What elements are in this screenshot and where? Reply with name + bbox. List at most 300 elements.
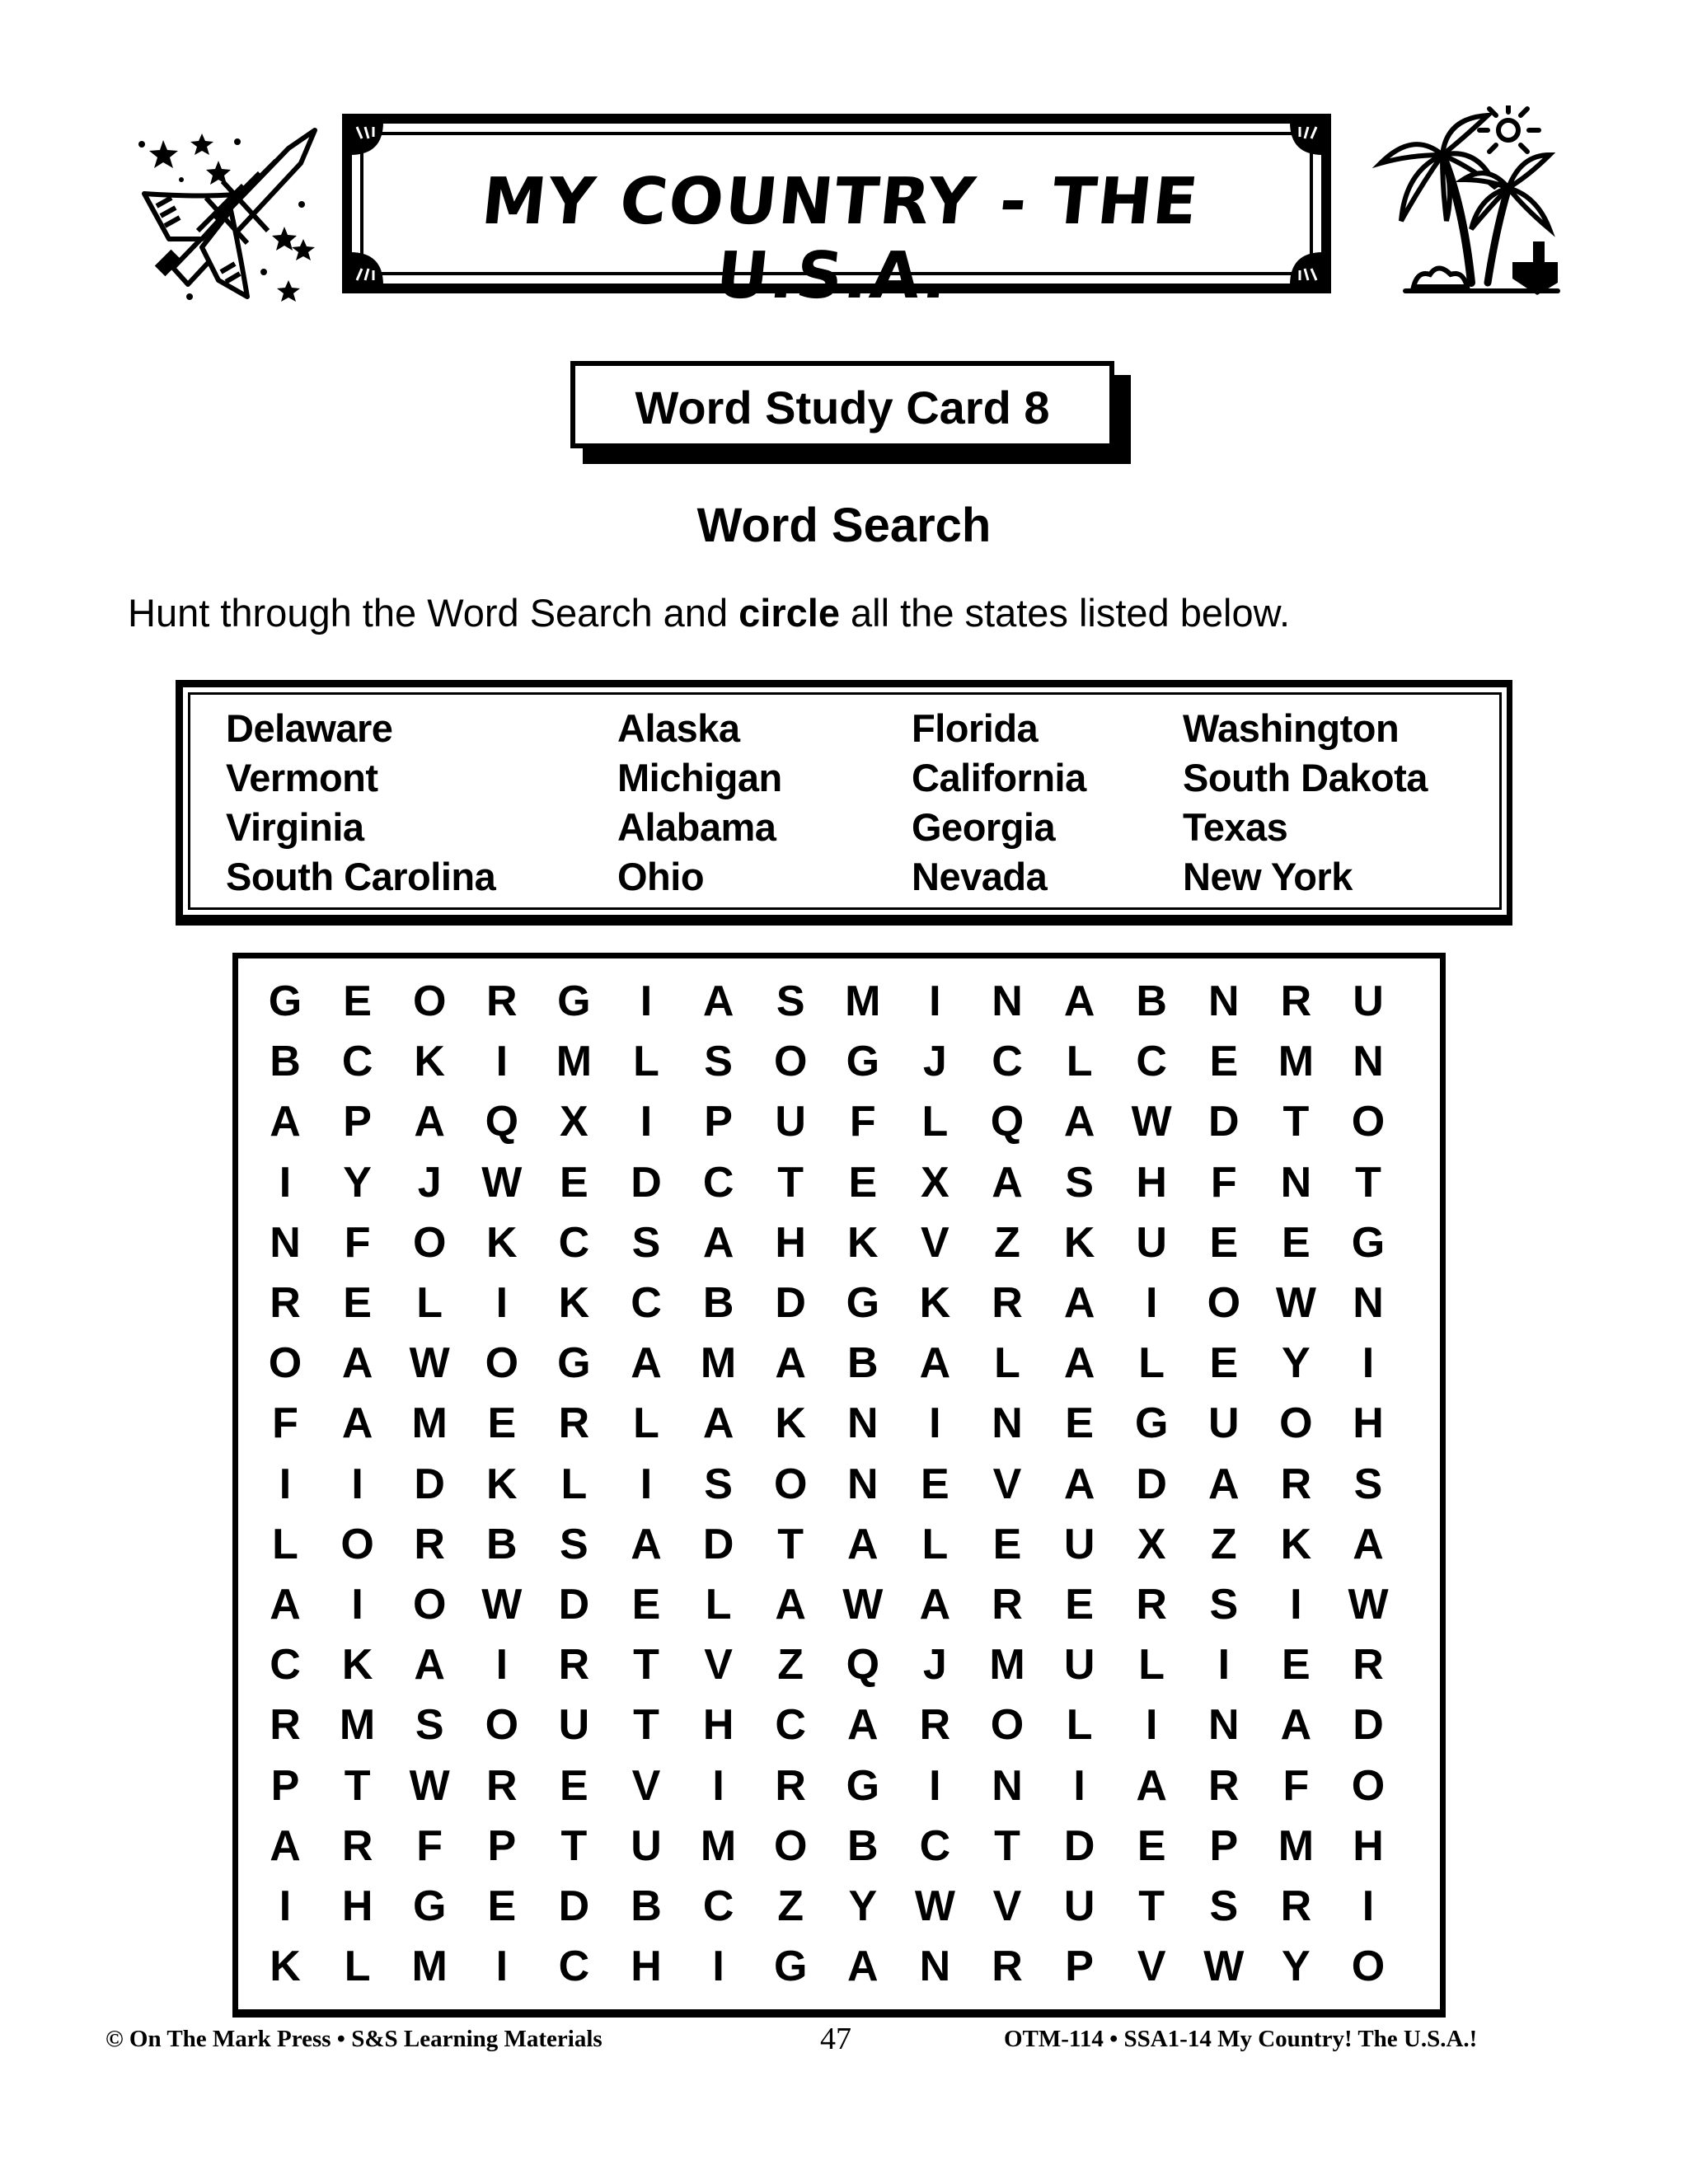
word-list-item: Michigan bbox=[617, 756, 782, 799]
grid-letter[interactable]: D bbox=[775, 1279, 806, 1327]
grid-letter[interactable]: A bbox=[1063, 1279, 1095, 1327]
grid-letter[interactable]: K bbox=[1280, 1520, 1312, 1568]
grid-letter[interactable]: O bbox=[412, 1218, 447, 1267]
grid-letter[interactable]: S bbox=[1353, 1460, 1383, 1508]
grid-letter[interactable]: B bbox=[270, 1038, 301, 1086]
grid-letter[interactable]: D bbox=[631, 1158, 662, 1207]
grid-letter[interactable]: A bbox=[992, 1158, 1023, 1207]
grid-letter[interactable]: E bbox=[1282, 1218, 1311, 1267]
grid-letter[interactable]: L bbox=[344, 1943, 371, 1991]
grid-letter[interactable]: H bbox=[631, 1943, 662, 1991]
grid-letter[interactable]: G bbox=[557, 1339, 591, 1388]
grid-letter[interactable]: I bbox=[1362, 1339, 1375, 1388]
grid-letter[interactable]: O bbox=[773, 1460, 808, 1508]
grid-letter[interactable]: R bbox=[486, 977, 518, 1025]
grid-letter[interactable]: E bbox=[560, 1761, 588, 1810]
grid-letter[interactable]: A bbox=[847, 1701, 879, 1750]
word-list-item: Washington bbox=[1183, 706, 1400, 750]
grid-letter[interactable]: F bbox=[849, 1098, 876, 1146]
grid-letter[interactable]: K bbox=[919, 1279, 951, 1327]
grid-letter[interactable]: R bbox=[775, 1761, 806, 1810]
grid-letter[interactable]: L bbox=[1066, 1701, 1093, 1750]
grid-letter[interactable]: E bbox=[343, 977, 372, 1025]
grid-letter[interactable]: B bbox=[702, 1279, 734, 1327]
grid-letter[interactable]: H bbox=[1353, 1399, 1384, 1448]
grid-letter[interactable]: R bbox=[486, 1761, 518, 1810]
grid-letter[interactable]: E bbox=[1065, 1399, 1094, 1448]
grid-letter[interactable]: D bbox=[1136, 1460, 1167, 1508]
grid-letter[interactable]: X bbox=[1137, 1520, 1166, 1568]
grid-letter[interactable]: O bbox=[990, 1701, 1025, 1750]
grid-letter[interactable]: T bbox=[344, 1761, 371, 1810]
grid-letter[interactable]: R bbox=[992, 1943, 1023, 1991]
grid-letter[interactable]: L bbox=[1138, 1641, 1165, 1690]
grid-letter[interactable]: C bbox=[702, 1882, 734, 1930]
grid-letter[interactable]: A bbox=[919, 1581, 951, 1629]
grid-letter[interactable]: W bbox=[1348, 1581, 1389, 1629]
title-banner bbox=[342, 114, 1331, 313]
grid-letter[interactable]: J bbox=[922, 1038, 947, 1086]
grid-letter[interactable]: E bbox=[1282, 1641, 1311, 1690]
grid-letter[interactable]: R bbox=[558, 1399, 590, 1448]
grid-letter[interactable]: J bbox=[922, 1641, 947, 1690]
grid-letter[interactable]: A bbox=[1136, 1761, 1167, 1810]
grid-letter[interactable]: L bbox=[416, 1279, 443, 1327]
grid-letter[interactable]: Y bbox=[848, 1882, 878, 1930]
grid-letter[interactable]: R bbox=[414, 1520, 445, 1568]
grid-letter[interactable]: I bbox=[495, 1279, 509, 1327]
grid-letter[interactable]: R bbox=[1136, 1581, 1167, 1629]
grid-letter[interactable]: T bbox=[777, 1520, 804, 1568]
grid-letter[interactable]: K bbox=[486, 1218, 518, 1267]
grid-letter[interactable]: V bbox=[704, 1641, 733, 1690]
grid-letter[interactable]: K bbox=[775, 1399, 806, 1448]
grid-letter[interactable]: C bbox=[558, 1218, 590, 1267]
grid-letter[interactable]: C bbox=[270, 1641, 301, 1690]
grid-letter[interactable]: U bbox=[1136, 1218, 1167, 1267]
grid-letter[interactable]: M bbox=[700, 1339, 737, 1388]
grid-letter[interactable]: N bbox=[270, 1218, 301, 1267]
grid-letter[interactable]: T bbox=[633, 1641, 659, 1690]
grid-letter[interactable]: T bbox=[994, 1821, 1020, 1870]
grid-letter[interactable]: I bbox=[495, 1038, 509, 1086]
grid-letter[interactable]: H bbox=[775, 1218, 806, 1267]
grid-letter[interactable]: R bbox=[558, 1641, 590, 1690]
grid-letter[interactable]: Q bbox=[485, 1098, 519, 1146]
activity-title: Word Search bbox=[696, 499, 992, 552]
grid-letter[interactable]: O bbox=[485, 1339, 519, 1388]
grid-letter[interactable]: I bbox=[1073, 1761, 1085, 1810]
grid-letter[interactable]: K bbox=[1063, 1218, 1095, 1267]
grid-letter[interactable]: H bbox=[1136, 1158, 1167, 1207]
grid-letter[interactable]: L bbox=[560, 1460, 588, 1508]
corner-shell-icon bbox=[350, 122, 383, 155]
grid-letter[interactable]: R bbox=[270, 1701, 301, 1750]
grid-letter[interactable]: C bbox=[631, 1279, 662, 1327]
grid-letter[interactable]: B bbox=[847, 1821, 879, 1870]
grid-letter[interactable]: V bbox=[921, 1218, 950, 1267]
word-list-item: New York bbox=[1183, 855, 1353, 898]
grid-letter[interactable]: N bbox=[1208, 1701, 1240, 1750]
grid-letter[interactable]: A bbox=[341, 1339, 373, 1388]
grid-letter[interactable]: I bbox=[279, 1158, 292, 1207]
word-list-item: Virginia bbox=[226, 805, 364, 849]
grid-letter[interactable]: P bbox=[1209, 1821, 1239, 1870]
grid-letter[interactable]: O bbox=[1279, 1399, 1313, 1448]
grid-letter[interactable]: R bbox=[1280, 977, 1312, 1025]
grid-letter[interactable]: I bbox=[929, 977, 941, 1025]
grid-letter[interactable]: P bbox=[487, 1821, 517, 1870]
grid-letter[interactable]: H bbox=[702, 1701, 734, 1750]
grid-letter[interactable]: G bbox=[1134, 1399, 1169, 1448]
grid-letter[interactable]: C bbox=[919, 1821, 951, 1870]
grid-letter[interactable]: E bbox=[1137, 1821, 1166, 1870]
grid-letter[interactable]: Z bbox=[777, 1882, 804, 1930]
grid-letter[interactable]: E bbox=[560, 1158, 588, 1207]
grid-letter[interactable]: E bbox=[631, 1581, 661, 1629]
grid-letter[interactable]: I bbox=[1217, 1641, 1231, 1690]
grid-letter[interactable]: T bbox=[1355, 1158, 1381, 1207]
grid-letter[interactable]: O bbox=[1351, 1098, 1386, 1146]
grid-letter[interactable]: A bbox=[414, 1641, 445, 1690]
word-search-grid bbox=[232, 953, 1446, 2018]
grid-letter[interactable]: X bbox=[560, 1098, 588, 1146]
grid-letter[interactable]: V bbox=[1137, 1943, 1166, 1991]
grid-letter[interactable]: C bbox=[341, 1038, 373, 1086]
grid-letter[interactable]: L bbox=[633, 1399, 659, 1448]
grid-letter[interactable]: N bbox=[1353, 1038, 1384, 1086]
grid-letter[interactable]: E bbox=[487, 1882, 517, 1930]
word-list-item: California bbox=[912, 756, 1086, 799]
palm-island-illustration bbox=[1364, 105, 1562, 303]
grid-letter[interactable]: I bbox=[279, 1882, 292, 1930]
grid-letter[interactable]: U bbox=[775, 1098, 806, 1146]
grid-letter[interactable]: A bbox=[270, 1821, 301, 1870]
grid-letter[interactable]: L bbox=[921, 1098, 949, 1146]
grid-letter[interactable]: T bbox=[1138, 1882, 1165, 1930]
grid-letter[interactable]: I bbox=[712, 1761, 724, 1810]
page-number: 47 bbox=[820, 2022, 851, 2056]
grid-letter[interactable]: A bbox=[702, 977, 734, 1025]
grid-letter[interactable]: A bbox=[702, 1218, 734, 1267]
grid-letter[interactable]: H bbox=[341, 1882, 373, 1930]
grid-letter[interactable]: R bbox=[1208, 1761, 1240, 1810]
grid-letter[interactable]: N bbox=[992, 977, 1023, 1025]
word-list-item: Ohio bbox=[617, 855, 705, 898]
grid-letter[interactable]: O bbox=[1351, 1943, 1386, 1991]
palm-tree-icon bbox=[1364, 105, 1562, 303]
word-list-item: Florida bbox=[912, 706, 1039, 750]
grid-letter[interactable]: O bbox=[773, 1038, 808, 1086]
grid-letter[interactable]: W bbox=[1203, 1943, 1245, 1991]
grid-letter[interactable]: L bbox=[921, 1520, 949, 1568]
grid-letter[interactable]: S bbox=[415, 1701, 444, 1750]
grid-letter[interactable]: I bbox=[1290, 1581, 1302, 1629]
grid-letter[interactable]: P bbox=[343, 1098, 372, 1146]
grid-letter[interactable]: G bbox=[268, 977, 302, 1025]
grid-letter[interactable]: A bbox=[1063, 1098, 1095, 1146]
grid-letter[interactable]: I bbox=[640, 1460, 653, 1508]
grid-letter[interactable]: D bbox=[1063, 1821, 1095, 1870]
grid-letter[interactable]: Q bbox=[990, 1098, 1025, 1146]
page-title: MY COUNTRY - THE U.S.A. bbox=[478, 165, 1203, 313]
grid-letter[interactable]: R bbox=[992, 1581, 1023, 1629]
grid-letter[interactable]: Z bbox=[1210, 1520, 1237, 1568]
grid-letter[interactable]: S bbox=[704, 1460, 733, 1508]
grid-letter[interactable]: A bbox=[775, 1581, 806, 1629]
grid-letter[interactable]: O bbox=[773, 1821, 808, 1870]
grid-letter[interactable]: I bbox=[1362, 1882, 1375, 1930]
grid-letter[interactable]: G bbox=[773, 1943, 808, 1991]
grid-letter[interactable]: M bbox=[1278, 1038, 1315, 1086]
grid-letter[interactable]: C bbox=[1136, 1038, 1167, 1086]
grid-letter[interactable]: U bbox=[558, 1701, 590, 1750]
grid-letter[interactable]: D bbox=[558, 1581, 590, 1629]
grid-letter[interactable]: K bbox=[341, 1641, 373, 1690]
grid-letter[interactable]: O bbox=[268, 1339, 302, 1388]
grid-letter[interactable]: E bbox=[848, 1158, 878, 1207]
footer-product-code: OTM-114 • SSA1-14 My Country! The U.S.A.! bbox=[1004, 2026, 1478, 2052]
grid-letter[interactable]: O bbox=[485, 1701, 519, 1750]
rocket-icon bbox=[124, 115, 321, 305]
grid-letter[interactable]: A bbox=[341, 1399, 373, 1448]
grid-letter[interactable]: Y bbox=[343, 1158, 372, 1207]
grid-letter[interactable]: I bbox=[929, 1761, 941, 1810]
grid-letter[interactable]: S bbox=[631, 1218, 661, 1267]
grid-letter[interactable]: G bbox=[1351, 1218, 1386, 1267]
grid-letter[interactable]: N bbox=[919, 1943, 951, 1991]
grid-letter[interactable]: I bbox=[279, 1460, 292, 1508]
grid-letter[interactable]: I bbox=[640, 1098, 653, 1146]
word-list-item: Delaware bbox=[226, 706, 393, 750]
grid-letter[interactable]: T bbox=[777, 1158, 804, 1207]
grid-letter[interactable]: K bbox=[270, 1943, 301, 1991]
grid-letter[interactable]: W bbox=[409, 1761, 450, 1810]
grid-letter[interactable]: A bbox=[1063, 1460, 1095, 1508]
grid-letter[interactable]: V bbox=[992, 1882, 1022, 1930]
grid-letter[interactable]: R bbox=[919, 1701, 951, 1750]
word-list-item: Nevada bbox=[912, 855, 1048, 898]
grid-letter[interactable]: W bbox=[481, 1581, 523, 1629]
grid-letter[interactable]: I bbox=[929, 1399, 941, 1448]
grid-letter[interactable]: G bbox=[846, 1761, 880, 1810]
word-list-item: Alabama bbox=[617, 805, 776, 849]
grid-letter[interactable]: W bbox=[481, 1158, 523, 1207]
grid-letter[interactable]: O bbox=[412, 1581, 447, 1629]
grid-letter[interactable]: U bbox=[1063, 1520, 1095, 1568]
grid-letter[interactable]: G bbox=[846, 1279, 880, 1327]
grid-letter[interactable]: T bbox=[560, 1821, 588, 1870]
grid-letter[interactable]: K bbox=[414, 1038, 445, 1086]
grid-letter[interactable]: P bbox=[704, 1098, 733, 1146]
grid-letter[interactable]: M bbox=[411, 1943, 448, 1991]
grid-letter[interactable]: H bbox=[1353, 1821, 1384, 1870]
grid-letter[interactable]: R bbox=[1280, 1460, 1312, 1508]
grid-letter[interactable]: U bbox=[1208, 1399, 1240, 1448]
grid-letter[interactable]: U bbox=[631, 1821, 662, 1870]
grid-letter[interactable]: A bbox=[775, 1339, 806, 1388]
grid-letter[interactable]: U bbox=[1353, 977, 1384, 1025]
grid-letter[interactable]: A bbox=[270, 1098, 301, 1146]
grid-letter[interactable]: N bbox=[847, 1460, 879, 1508]
word-list-item: South Dakota bbox=[1183, 756, 1428, 799]
grid-letter[interactable]: I bbox=[351, 1581, 363, 1629]
grid-letter[interactable]: A bbox=[1353, 1520, 1384, 1568]
grid-letter[interactable]: Q bbox=[846, 1641, 880, 1690]
grid-letter[interactable]: R bbox=[1280, 1882, 1312, 1930]
grid-letter[interactable]: Z bbox=[994, 1218, 1020, 1267]
grid-letter[interactable]: N bbox=[992, 1761, 1023, 1810]
grid-letter[interactable]: S bbox=[704, 1038, 733, 1086]
grid-letter[interactable]: G bbox=[846, 1038, 880, 1086]
grid-letter[interactable]: V bbox=[631, 1761, 661, 1810]
grid-letter[interactable]: G bbox=[412, 1882, 447, 1930]
grid-letter[interactable]: F bbox=[1210, 1158, 1237, 1207]
grid-letter[interactable]: N bbox=[1353, 1279, 1384, 1327]
grid-letter[interactable]: R bbox=[992, 1279, 1023, 1327]
grid-letter[interactable]: M bbox=[845, 977, 881, 1025]
grid-letter[interactable]: I bbox=[495, 1943, 509, 1991]
grid-letter[interactable]: M bbox=[989, 1641, 1025, 1690]
instructions-text-end: all the states listed below. bbox=[839, 591, 1291, 635]
grid-letter[interactable]: M bbox=[1278, 1821, 1315, 1870]
grid-letter[interactable]: I bbox=[351, 1460, 363, 1508]
grid-letter[interactable]: W bbox=[1275, 1279, 1316, 1327]
grid-letter[interactable]: O bbox=[1207, 1279, 1241, 1327]
grid-letter[interactable]: W bbox=[914, 1882, 955, 1930]
grid-letter[interactable]: O bbox=[1351, 1761, 1386, 1810]
grid-letter[interactable]: A bbox=[919, 1339, 951, 1388]
grid-letter[interactable]: L bbox=[1138, 1339, 1165, 1388]
grid-letter[interactable]: B bbox=[631, 1882, 662, 1930]
grid-letter[interactable]: E bbox=[992, 1520, 1022, 1568]
grid-letter[interactable]: E bbox=[487, 1399, 517, 1448]
grid-letter[interactable]: L bbox=[1066, 1038, 1093, 1086]
grid-letter[interactable]: N bbox=[847, 1399, 879, 1448]
grid-letter[interactable]: I bbox=[712, 1943, 724, 1991]
grid-letter[interactable]: I bbox=[1145, 1701, 1158, 1750]
grid-letter[interactable]: M bbox=[339, 1701, 376, 1750]
grid-letter[interactable]: A bbox=[847, 1520, 879, 1568]
grid-letter[interactable]: F bbox=[344, 1218, 371, 1267]
grid-letter[interactable]: E bbox=[1209, 1339, 1239, 1388]
grid-letter[interactable]: Y bbox=[1282, 1943, 1311, 1991]
grid-letter[interactable]: A bbox=[631, 1339, 662, 1388]
grid-letter[interactable]: R bbox=[341, 1821, 373, 1870]
grid-letter[interactable]: L bbox=[272, 1520, 298, 1568]
grid-letter[interactable]: B bbox=[847, 1339, 879, 1388]
grid-letter[interactable]: W bbox=[409, 1339, 450, 1388]
grid-letter[interactable]: S bbox=[560, 1520, 588, 1568]
grid-letter[interactable]: S bbox=[776, 977, 805, 1025]
grid-letter[interactable]: G bbox=[557, 977, 591, 1025]
grid-letter[interactable]: B bbox=[486, 1520, 518, 1568]
grid-letter[interactable]: L bbox=[994, 1339, 1020, 1388]
grid-letter[interactable]: A bbox=[1063, 977, 1095, 1025]
grid-letter[interactable]: S bbox=[1065, 1158, 1094, 1207]
grid-letter[interactable]: A bbox=[1280, 1701, 1312, 1750]
grid-letter[interactable]: W bbox=[842, 1581, 884, 1629]
grid-letter[interactable]: C bbox=[702, 1158, 734, 1207]
grid-letter[interactable]: U bbox=[1063, 1882, 1095, 1930]
grid-letter[interactable]: A bbox=[1208, 1460, 1240, 1508]
grid-letter[interactable]: C bbox=[992, 1038, 1023, 1086]
grid-letter[interactable]: A bbox=[414, 1098, 445, 1146]
grid-letter[interactable]: E bbox=[1065, 1581, 1094, 1629]
grid-letter[interactable]: F bbox=[1282, 1761, 1310, 1810]
grid-letter[interactable]: S bbox=[1209, 1882, 1239, 1930]
word-list-item: Texas bbox=[1183, 805, 1288, 849]
grid-letter[interactable]: K bbox=[558, 1279, 590, 1327]
instructions-emphasis: circle bbox=[738, 591, 840, 635]
grid-letter[interactable]: I bbox=[495, 1641, 509, 1690]
grid-letter[interactable]: N bbox=[992, 1399, 1023, 1448]
grid-letter[interactable]: E bbox=[343, 1279, 372, 1327]
grid-letter[interactable]: N bbox=[1280, 1158, 1312, 1207]
grid-letter[interactable]: E bbox=[921, 1460, 950, 1508]
grid-letter[interactable]: I bbox=[1145, 1279, 1158, 1327]
grid-letter[interactable]: M bbox=[700, 1821, 737, 1870]
grid-letter[interactable]: W bbox=[1131, 1098, 1172, 1146]
grid-letter[interactable]: D bbox=[414, 1460, 445, 1508]
grid-letter[interactable]: F bbox=[416, 1821, 443, 1870]
word-list-item: Vermont bbox=[226, 756, 378, 799]
grid-letter[interactable]: V bbox=[992, 1460, 1022, 1508]
corner-shell-icon bbox=[1290, 122, 1323, 155]
grid-letter[interactable]: O bbox=[412, 977, 447, 1025]
grid-letter[interactable]: D bbox=[1208, 1098, 1240, 1146]
grid-letter[interactable]: U bbox=[1063, 1641, 1095, 1690]
grid-letter[interactable]: Y bbox=[1282, 1339, 1311, 1388]
grid-letter[interactable]: A bbox=[631, 1520, 662, 1568]
grid-letter[interactable]: D bbox=[558, 1882, 590, 1930]
grid-letter[interactable]: B bbox=[1136, 977, 1167, 1025]
grid-letter[interactable]: I bbox=[640, 977, 653, 1025]
grid-letter[interactable]: N bbox=[1208, 977, 1240, 1025]
grid-letter[interactable]: C bbox=[775, 1701, 806, 1750]
grid-letter[interactable]: C bbox=[558, 1943, 590, 1991]
grid-letter[interactable]: J bbox=[417, 1158, 442, 1207]
grid-letter[interactable]: E bbox=[1209, 1218, 1239, 1267]
grid-letter[interactable]: A bbox=[847, 1943, 879, 1991]
grid-letter[interactable]: A bbox=[270, 1581, 301, 1629]
grid-letter[interactable]: F bbox=[272, 1399, 298, 1448]
grid-letter[interactable]: A bbox=[702, 1399, 734, 1448]
grid-letter[interactable]: D bbox=[702, 1520, 734, 1568]
grid-letter[interactable]: Z bbox=[777, 1641, 804, 1690]
grid-letter[interactable]: X bbox=[921, 1158, 950, 1207]
grid-letter[interactable]: R bbox=[270, 1279, 301, 1327]
grid-letter[interactable]: R bbox=[1353, 1641, 1384, 1690]
grid-letter[interactable]: K bbox=[486, 1460, 518, 1508]
grid-letter[interactable]: A bbox=[1063, 1339, 1095, 1388]
word-list-box bbox=[176, 680, 1512, 926]
grid-letter[interactable]: P bbox=[270, 1761, 300, 1810]
grid-letter[interactable]: T bbox=[1282, 1098, 1310, 1146]
grid-letter[interactable]: S bbox=[1209, 1581, 1239, 1629]
word-list-item: Georgia bbox=[912, 805, 1056, 849]
grid-letter[interactable]: L bbox=[633, 1038, 659, 1086]
grid-letter[interactable]: L bbox=[705, 1581, 732, 1629]
grid-letter[interactable]: O bbox=[340, 1520, 374, 1568]
grid-letter[interactable]: K bbox=[847, 1218, 879, 1267]
grid-letter[interactable]: M bbox=[556, 1038, 593, 1086]
grid-letter[interactable]: E bbox=[1209, 1038, 1239, 1086]
grid-letter[interactable]: P bbox=[1065, 1943, 1094, 1991]
grid-letter[interactable]: D bbox=[1353, 1701, 1384, 1750]
grid-letter[interactable]: M bbox=[411, 1399, 448, 1448]
grid-letter[interactable]: T bbox=[633, 1701, 659, 1750]
